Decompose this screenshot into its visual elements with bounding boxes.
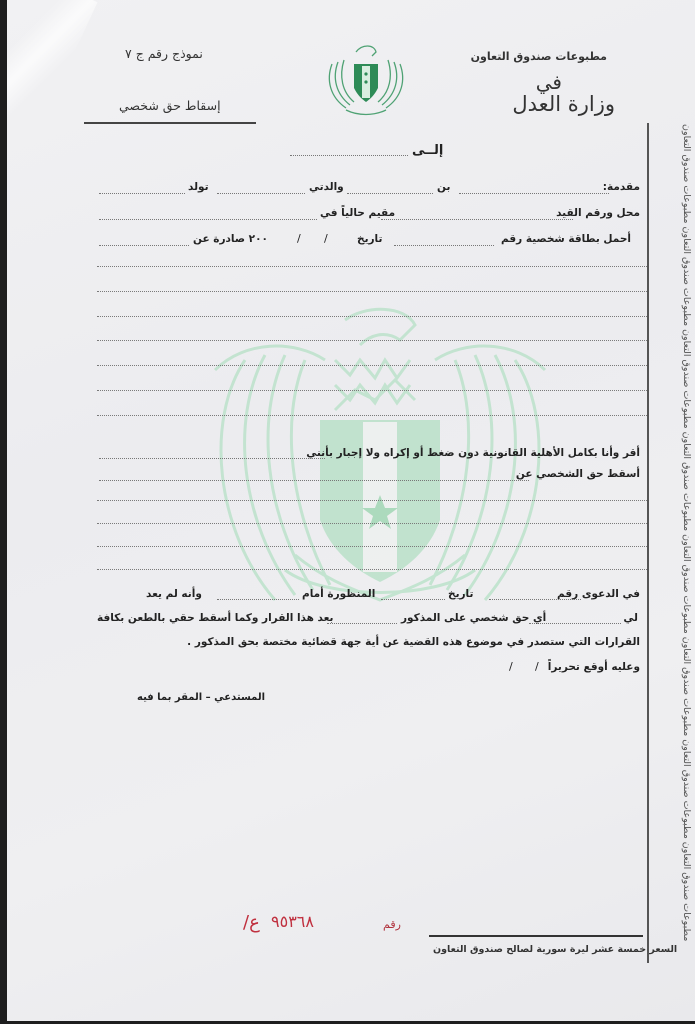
court-field[interactable] [217,599,299,600]
serial-number: ٩٥٣٦٨ [271,912,314,931]
birth-field[interactable] [99,193,185,194]
paper-crease [7,0,98,147]
mother-label: والدتي [309,181,344,193]
issued-label: ٢٠٠ صادرة عن [193,233,268,245]
son-of-label: بن [437,181,451,193]
serial-prefix: رقم [383,918,401,931]
text-line-2[interactable] [97,291,647,292]
syrian-eagle-emblem-icon [322,42,410,117]
residence-field[interactable] [99,219,317,220]
me-label: لي [623,612,638,624]
id-card-label: أحمل بطاقة شخصية رقم [501,233,631,245]
header-fi: في [535,70,562,94]
text-line-10[interactable] [97,546,647,547]
right-border-rule [647,123,649,963]
side-watermark-text: مطبوعات صندوق التعاون مطبوعات صندوق التعاون مطبوعات صندوق التعاون مطبوعات صندوق التعاون مطبوعات صندوق التعاون مطبوعات صندوق التعاون مطبوعات صندوق التعاون مطبوعات صندوق التعاون [681,124,692,942]
form-title: إسقاط حق شخصي [119,98,221,113]
declaration-text: أقر وأنا بكامل الأهلية القانونية دون ضغط أو إكراه ولا إجبار بأنني [306,447,640,459]
date-slash-2: / [297,232,301,245]
registry-label: محل ورقم القيد [556,207,640,219]
form-code: نموذج رقم ج ٧ [125,46,203,61]
text-line-5[interactable] [97,365,647,366]
text-line-8[interactable] [97,500,647,501]
pending-before-label: المنظورة أمام [302,588,376,600]
case-number-field[interactable] [489,599,581,600]
issuer-field[interactable] [99,245,189,246]
personal-right-text: أي حق شخصي على المذكور [401,612,547,624]
mentioned-party-field[interactable] [327,623,397,624]
signing-date-slash-1: / [535,660,539,673]
publisher-label: مطبوعات صندوق التعاون [470,50,607,63]
text-line-7[interactable] [97,415,647,416]
mother-name-field[interactable] [217,193,305,194]
price-text: السعر خمسة عشر ليرة سورية لصالح صندوق التعاون [433,944,678,955]
price-rule [429,935,643,937]
declaration-field[interactable] [99,458,325,459]
after-decision-text: بعد هذا القرار وكما أسقط حقي بالطعن بكافة [97,612,334,624]
text-line-11[interactable] [97,569,647,570]
text-line-3[interactable] [97,316,647,317]
form-page [7,0,695,1021]
applicant-name-field[interactable] [459,193,609,194]
title-underline [84,122,256,124]
case-number-label: في الدعوى رقم [557,588,640,600]
date-slash-1: / [324,232,328,245]
date-label: تاريخ [357,233,383,245]
signing-text: وعليه أوقع تحريراً [547,661,640,673]
decisions-text: القرارات التي ستصدر في موضوع هذه القضية عن أية جهة قضائية مختصة بحق المذكور . [187,636,640,648]
text-line-4[interactable] [97,340,647,341]
resident-label: مقيم حالياً في [320,207,396,219]
serial-suffix: ع/ [243,912,260,933]
text-line-6[interactable] [97,390,647,391]
signing-date-slash-2: / [509,660,513,673]
case-date-field[interactable] [381,599,445,600]
addressee-field[interactable] [290,155,408,156]
no-longer-label: وأنه لم يعد [146,588,202,600]
father-name-field[interactable] [347,193,433,194]
text-line-1[interactable] [97,266,647,267]
waive-party-field[interactable] [99,480,529,481]
waive-text: أسقط حق الشخصي عن [515,468,640,480]
id-number-field[interactable] [394,245,494,246]
born-label: تولد [188,181,209,193]
ministry-title: وزارة العدل [512,92,615,116]
signature-label: المستدعي – المقر بما فيه [137,692,266,703]
registry-field[interactable] [381,219,573,220]
addressee-label: إلــى [412,143,444,158]
text-line-9[interactable] [97,523,647,524]
applicant-label: مقدمة: [602,181,640,193]
case-date-label: تاريخ [448,588,474,600]
eagle-watermark-icon [185,300,575,630]
